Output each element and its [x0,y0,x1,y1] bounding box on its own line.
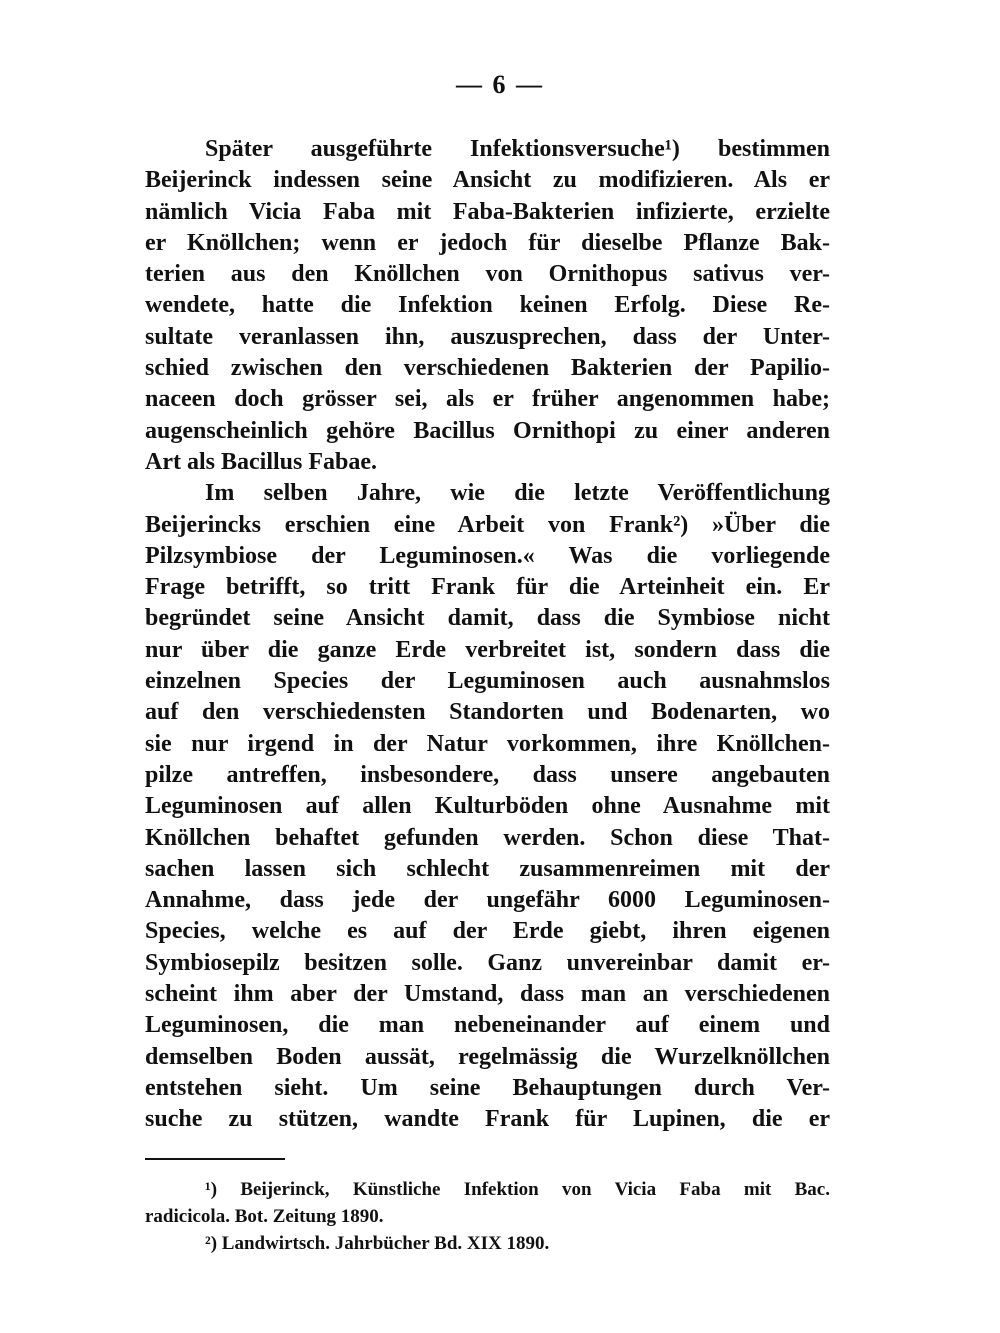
text-line: suche zu stützen, wandte Frank für Lupinen, die er [145,1106,830,1133]
text-line: demselben Boden aussät, regelmässig die Wurzelknöllchen [145,1043,830,1070]
page-number: — 6 — [456,70,544,99]
text-line: auf den verschiedensten Standorten und Bodenarten, wo [145,699,830,726]
text-line: Symbiosepilz besitzen solle. Ganz unvereinbar damit er- [145,949,830,976]
footnote-line: radicicola. Bot. Zeitung 1890. [145,1206,384,1227]
text-line: schied zwischen den verschiedenen Bakterien der Papilio- [145,355,830,382]
text-line: Art als Bacillus Fabae. [145,448,377,475]
text-line: sachen lassen sich schlecht zusammenreimen mit der [145,855,830,882]
text-line: sultate veranlassen ihn, auszusprechen, dass der Unter- [145,323,830,350]
text-line: augenscheinlich gehöre Bacillus Ornithopi zu einer anderen [145,417,830,444]
text-line: Leguminosen auf allen Kulturböden ohne Ausnahme mit [145,793,830,820]
text-line: er Knöllchen; wenn er jedoch für dieselbe Pflanze Bak- [145,229,830,256]
text-line: scheint ihm aber der Umstand, dass man an verschiedenen [145,981,830,1008]
text-line: begründet seine Ansicht damit, dass die Symbiose nicht [145,605,830,632]
text-line: naceen doch grösser sei, als er früher angenommen habe; [145,386,830,413]
text-line: entstehen sieht. Um seine Behauptungen durch Ver- [145,1074,830,1101]
text-line: Frage betrifft, so tritt Frank für die Arteinheit ein. Er [145,574,830,601]
text-line: Beijerinck indessen seine Ansicht zu modifizieren. Als er [145,167,830,194]
footnote-separator [145,1158,285,1160]
text-line: Später ausgeführte Infektionsversuche¹) bestimmen [205,136,830,162]
text-line: nämlich Vicia Faba mit Faba-Bakterien infizierte, erzielte [145,198,830,225]
text-line: Im selben Jahre, wie die letzte Veröffentlichung [205,480,830,507]
text-line: wendete, hatte die Infektion keinen Erfolg. Diese Re- [145,292,830,319]
text-line: pilze antreffen, insbesondere, dass unsere angebauten [145,761,830,788]
text-line: Pilzsymbiose der Leguminosen.« Was die vorliegende [145,542,830,569]
text-line: terien aus den Knöllchen von Ornithopus sativus ver- [145,261,830,288]
text-line: Knöllchen behaftet gefunden werden. Schon diese That- [145,824,830,851]
text-line: nur über die ganze Erde verbreitet ist, sondern dass die [145,636,830,663]
text-line: Leguminosen, die man nebeneinander auf einem und [145,1012,830,1039]
text-line: Species, welche es auf der Erde giebt, ihren eigenen [145,918,830,945]
text-line: sie nur irgend in der Natur vorkommen, ihre Knöllchen- [145,730,830,757]
footnotes [145,1176,830,1257]
footnote-line: ¹) Beijerinck, Künstliche Infektion von Vicia Faba mit Bac. [205,1179,830,1200]
text-line: Beijerincks erschien eine Arbeit von Frank²) »Über die [145,511,830,538]
text-line: Annahme, dass jede der ungefähr 6000 Leguminosen- [145,887,830,914]
text-line: einzelnen Species der Leguminosen auch ausnahmslos [145,668,830,695]
footnote-line: ²) Landwirtsch. Jahrbücher Bd. XIX 1890. [205,1233,550,1254]
body-text [145,134,830,1136]
